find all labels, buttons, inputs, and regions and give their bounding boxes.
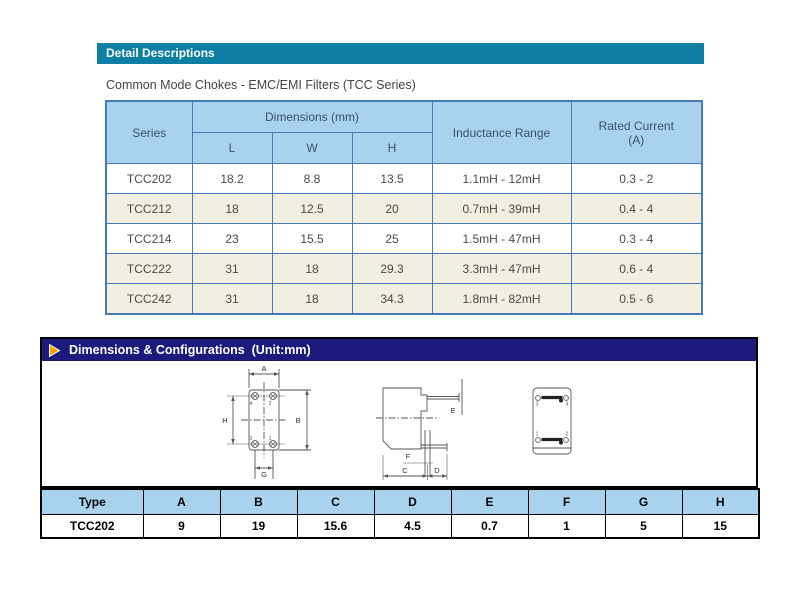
col-b: B [220,489,297,515]
dimensions-header-row [41,489,759,515]
col-c: C [297,489,374,515]
cell-l: 23 [192,224,272,254]
table-row [106,284,702,315]
schematic-pin-4: 4 [565,401,569,408]
cell-series: TCC242 [106,284,192,315]
cell-rated: 0.3 - 4 [571,224,702,254]
dim-label-e: E [450,406,456,415]
schematic-pin-2: 2 [565,431,569,438]
cell-e: 0.7 [451,515,528,539]
table-row [106,254,702,284]
cell-type: TCC202 [41,515,143,539]
cell-rated: 0.3 - 2 [571,164,702,194]
table-row [106,194,702,224]
col-type: Type [41,489,143,515]
cell-inductance: 1.8mH - 82mH [432,284,571,315]
cell-w: 18 [272,254,352,284]
rated-current-line1: Rated Current [598,118,674,133]
col-rated-current [571,101,702,164]
dim-label-g: G [261,470,267,479]
cell-a: 9 [143,515,220,539]
cell-l: 18 [192,194,272,224]
dimensions-header-bar [42,339,756,361]
cell-d: 4.5 [374,515,451,539]
col-h: H [682,489,759,515]
cell-rated: 0.5 - 6 [571,284,702,315]
cell-w: 15.5 [272,224,352,254]
dimensions-data-row [41,515,759,539]
cell-rated: 0.6 - 4 [571,254,702,284]
pin-label-1: 1 [268,436,272,442]
series-subtitle: Common Mode Chokes - EMC/EMI Filters (TCC Series) [106,78,416,92]
schematic-pin-3: 3 [535,401,539,408]
triangle-arrow-icon [47,343,62,358]
schematic-pin-1: 1 [535,431,539,438]
col-inductance-range: Inductance Range [432,101,571,164]
col-f: F [528,489,605,515]
cell-l: 31 [192,254,272,284]
specs-table [105,100,703,315]
cell-c: 15.6 [297,515,374,539]
col-w: W [272,133,352,164]
table-row [106,164,702,194]
cell-inductance: 1.5mH - 47mH [432,224,571,254]
col-series: Series [106,101,192,164]
top-view-diagram [213,362,318,487]
cell-series: TCC214 [106,224,192,254]
cell-g: 5 [605,515,682,539]
dimensions-table [40,488,760,539]
cell-h: 29.3 [352,254,432,284]
pin-label-4: 4 [249,401,253,407]
dim-label-a: A [261,364,267,373]
col-d: D [374,489,451,515]
cell-h: 20 [352,194,432,224]
cell-inductance: 0.7mH - 39mH [432,194,571,224]
cell-w: 18 [272,284,352,315]
detail-descriptions-header: Detail Descriptions [97,43,704,64]
col-g: G [605,489,682,515]
dim-label-b: B [295,416,301,425]
cell-l: 31 [192,284,272,315]
pin-label-2: 2 [249,436,253,442]
col-l: L [192,133,272,164]
pin-label-3: 3 [268,401,272,407]
cell-series: TCC212 [106,194,192,224]
dimensions-title: Dimensions & Configurations (Unit:mm) [69,343,311,357]
cell-inductance: 3.3mH - 47mH [432,254,571,284]
diagram-canvas [42,361,756,486]
cell-b: 19 [220,515,297,539]
cell-l: 18.2 [192,164,272,194]
cell-inductance: 1.1mH - 12mH [432,164,571,194]
col-dimensions: Dimensions (mm) [192,101,432,133]
cell-w: 8.8 [272,164,352,194]
cell-series: TCC222 [106,254,192,284]
dim-label-c: C [402,466,408,475]
table-row [106,224,702,254]
cell-rated: 0.4 - 4 [571,194,702,224]
cell-h: 13.5 [352,164,432,194]
dim-label-f: F [405,452,411,461]
col-e: E [451,489,528,515]
dim-label-d: D [434,466,440,475]
col-h: H [352,133,432,164]
cell-w: 12.5 [272,194,352,224]
side-view-diagram [375,375,475,485]
rated-current-line2: (A) [628,132,645,147]
specs-header-row-1 [106,101,702,133]
cell-series: TCC202 [106,164,192,194]
cell-f: 1 [528,515,605,539]
dimensions-section [40,337,758,488]
schematic-diagram [527,383,587,461]
dim-label-h: H [222,416,228,425]
cell-h: 34.3 [352,284,432,315]
col-a: A [143,489,220,515]
cell-h: 15 [682,515,759,539]
cell-h: 25 [352,224,432,254]
